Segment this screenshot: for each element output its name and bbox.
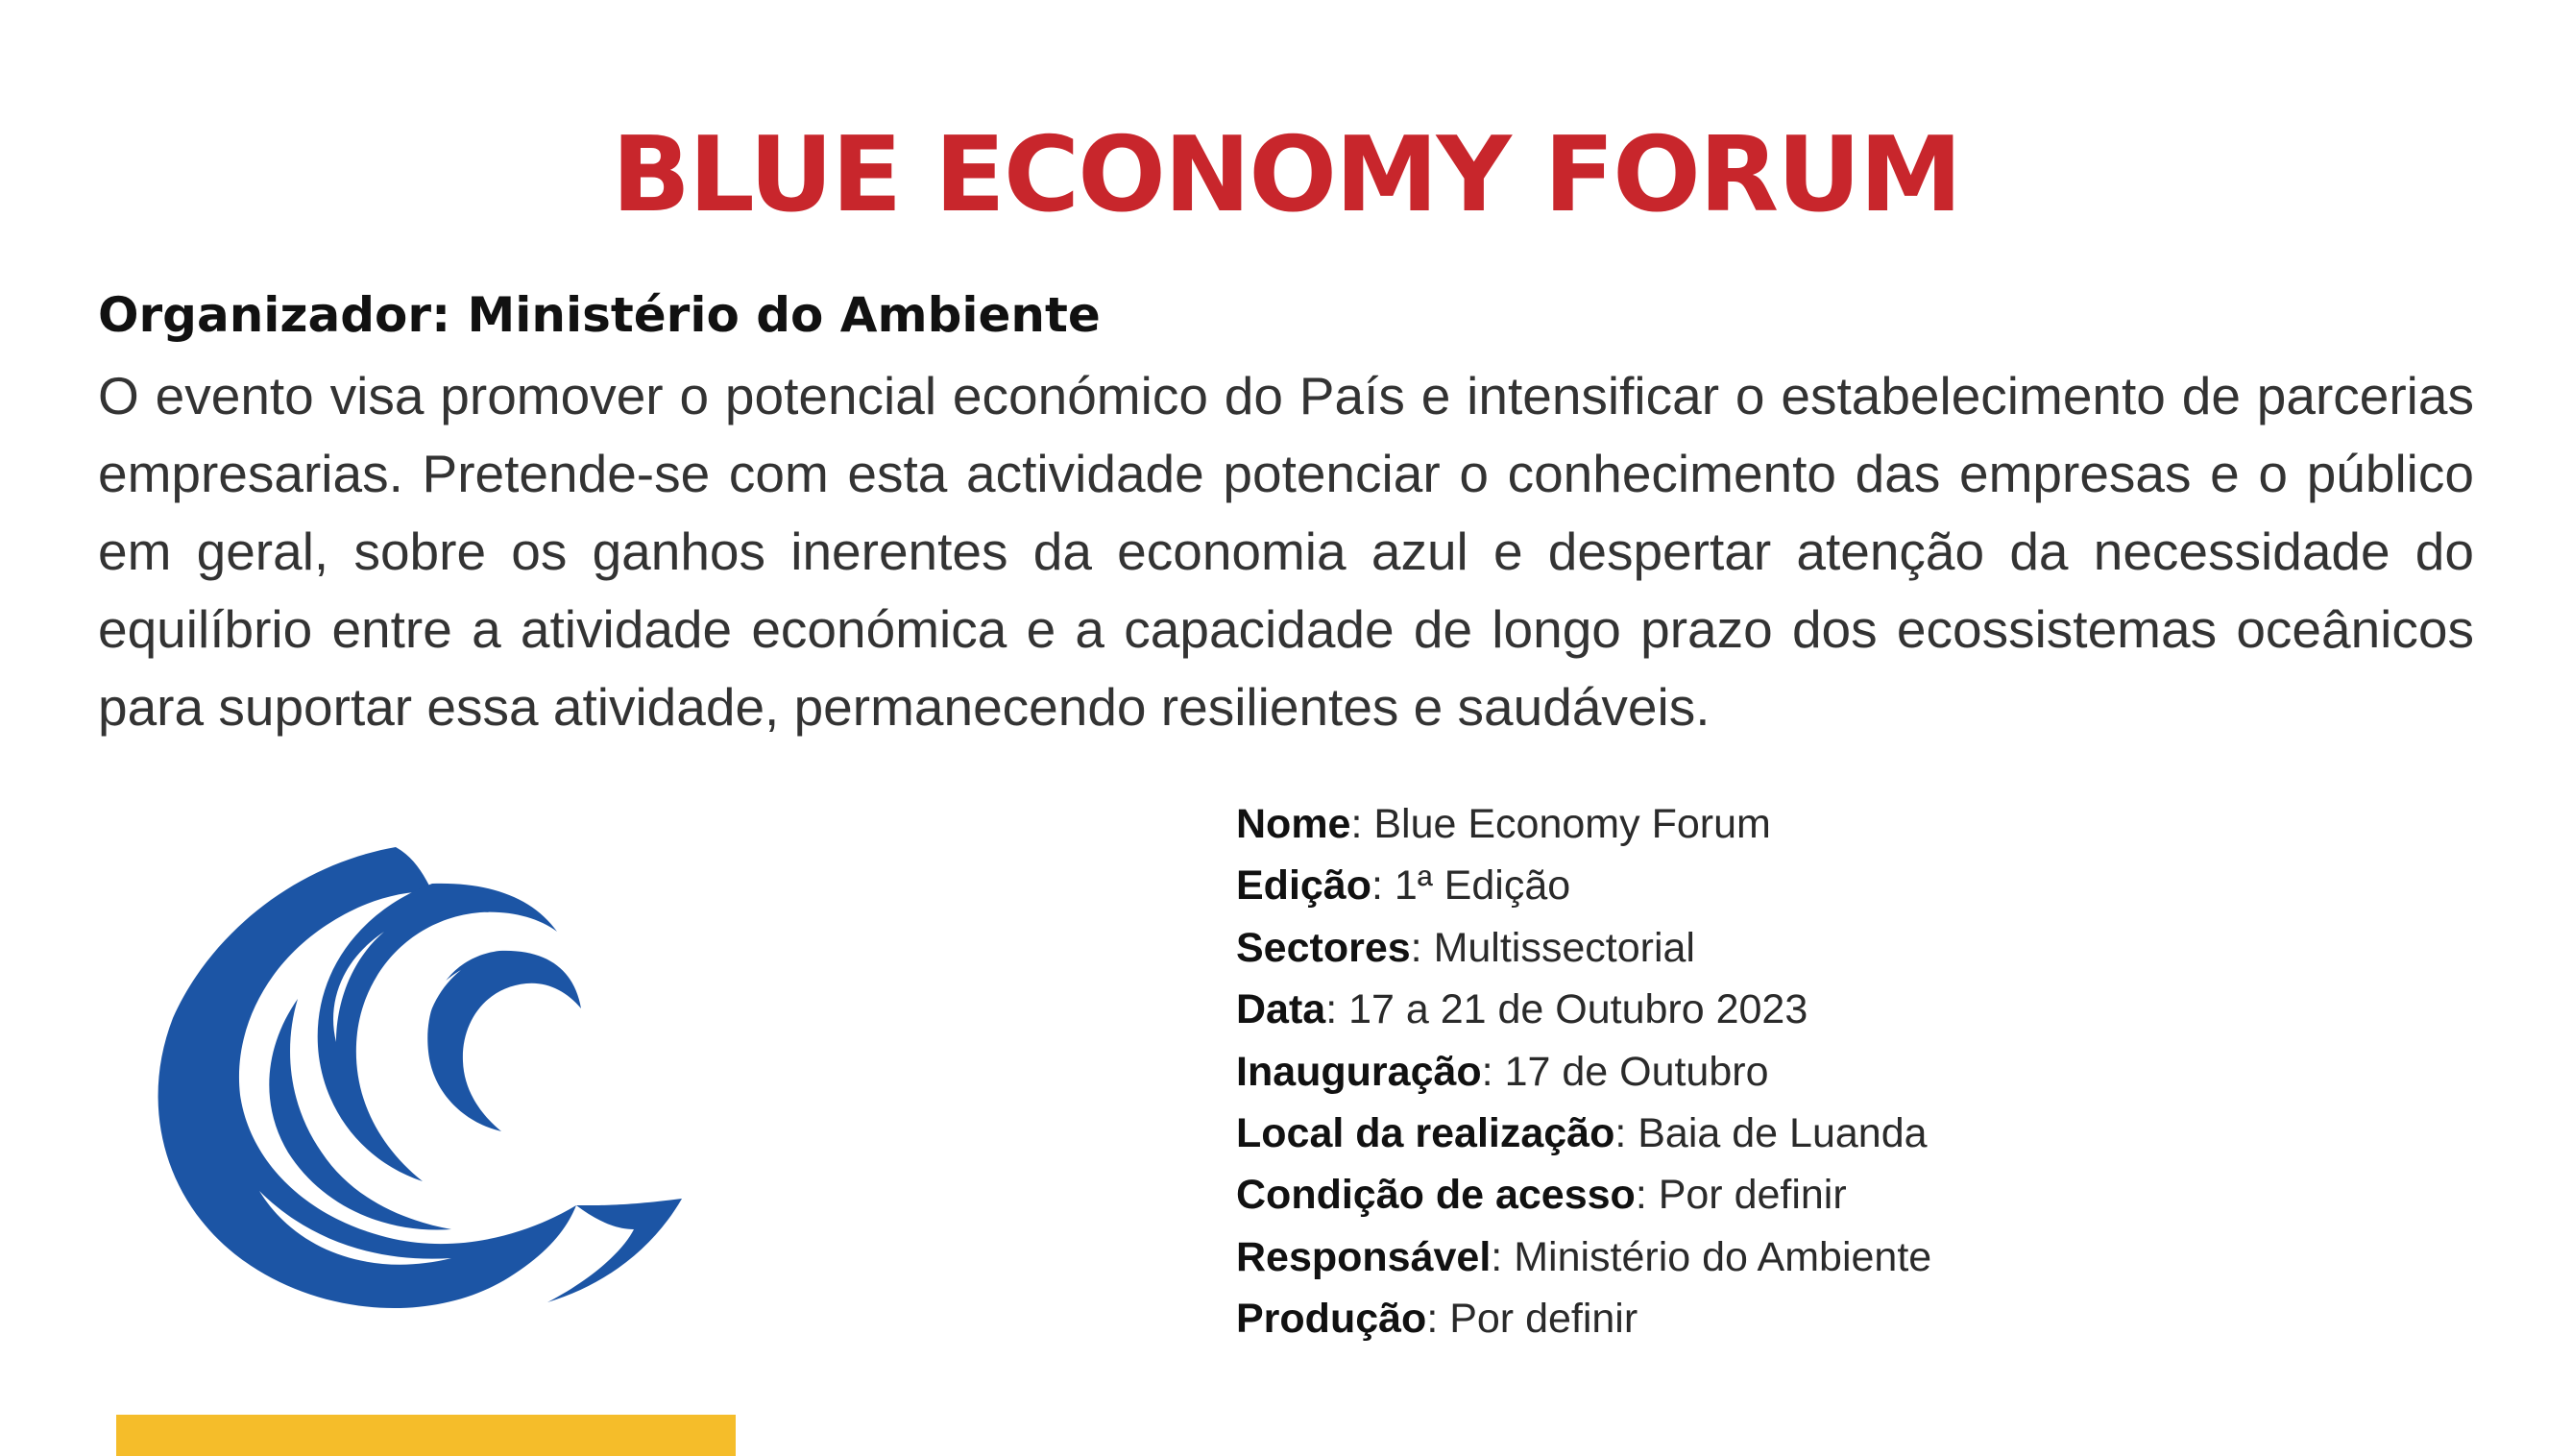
detail-value: : Multissectorial	[1410, 924, 1695, 971]
event-details-list	[1236, 793, 2485, 1350]
accent-bar	[116, 1415, 736, 1456]
page-title: BLUE ECONOMY FORUM	[611, 115, 1961, 235]
detail-label: Produção	[1236, 1296, 1427, 1343]
detail-item-responsavel	[1236, 1226, 2485, 1288]
detail-label: Condição de acesso	[1236, 1172, 1636, 1219]
blue-wave-icon	[144, 826, 720, 1345]
detail-item-producao	[1236, 1288, 2485, 1349]
detail-value: : Por definir	[1635, 1172, 1847, 1219]
detail-item-local	[1236, 1103, 2485, 1164]
detail-label: Responsável	[1236, 1233, 1492, 1280]
detail-item-data	[1236, 979, 2485, 1040]
event-description: O evento visa promover o potencial económico do País e intensificar o estabelecimento de parcerias empresarias. Pretende-se com esta actividade potenciar o conhecimento das empresas e o público em geral, sobre os ganhos inerentes da economia azul e despertar atenção da necessidade do equilíbrio entre a atividade económica e a capacidade de longo prazo dos ecossistemas oceânicos para suportar essa atividade, permanecendo resilientes e saudáveis.	[98, 366, 2474, 737]
detail-value: : 17 a 21 de Outubro 2023	[1325, 986, 1808, 1033]
detail-item-edicao	[1236, 855, 2485, 916]
detail-label: Data	[1236, 986, 1326, 1033]
detail-label: Inauguração	[1236, 1048, 1482, 1095]
detail-value: : Por definir	[1426, 1296, 1638, 1343]
detail-item-inauguracao	[1236, 1041, 2485, 1103]
detail-label: Local da realização	[1236, 1110, 1615, 1157]
detail-item-condicao	[1236, 1164, 2485, 1225]
detail-item-nome	[1236, 793, 2485, 855]
detail-value: : Blue Economy Forum	[1350, 801, 1771, 847]
organizer-heading: Organizador: Ministério do Ambiente	[98, 287, 1101, 343]
detail-value: : Baia de Luanda	[1614, 1110, 1928, 1157]
detail-label: Nome	[1236, 801, 1351, 847]
detail-label: Sectores	[1236, 924, 1411, 971]
detail-value: : 1ª Edição	[1371, 862, 1571, 910]
detail-value: : Ministério do Ambiente	[1491, 1233, 1932, 1280]
detail-item-sectores	[1236, 917, 2485, 979]
detail-label: Edição	[1236, 862, 1371, 910]
detail-value: : 17 de Outubro	[1481, 1048, 1769, 1095]
